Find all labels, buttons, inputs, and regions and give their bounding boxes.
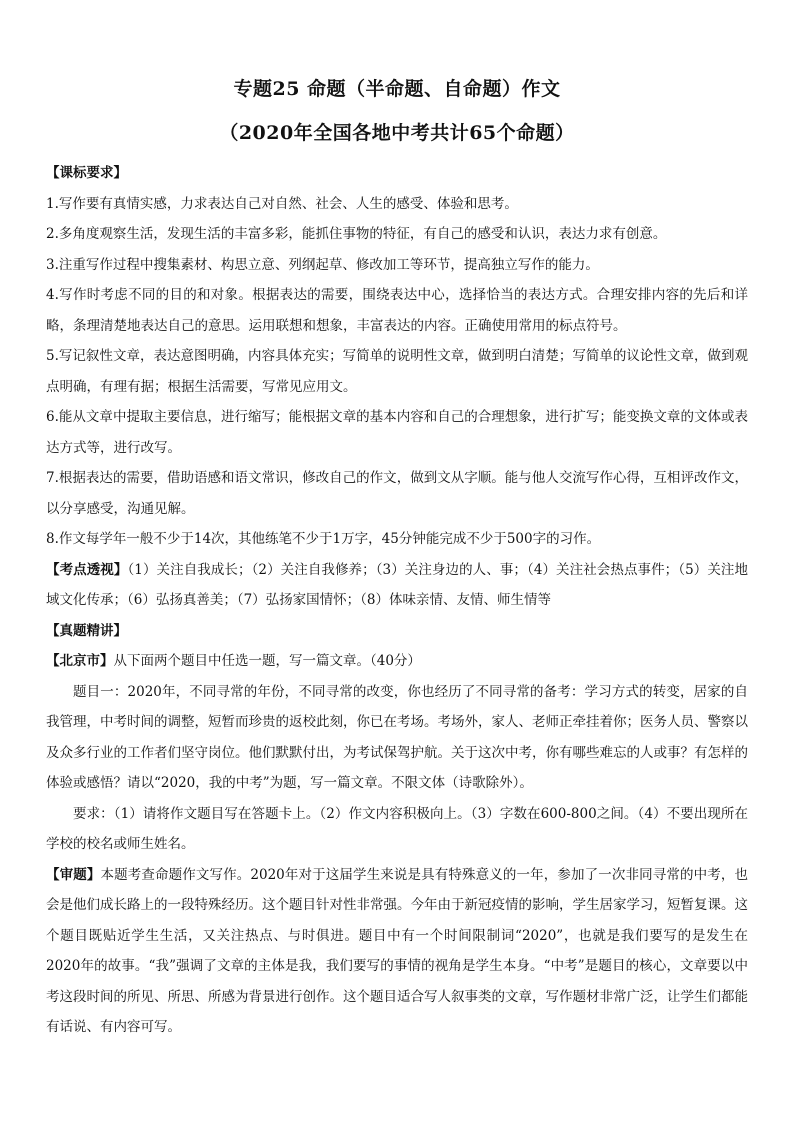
curriculum-item-8: 8.作文每学年一般不少于14次，其他练笔不少于1万字，45分钟能完成不少于500字的习作。 [46, 531, 601, 547]
analysis-label: 【审题】 [46, 866, 101, 883]
section-heading-focus: 【考点透视】 [46, 561, 128, 578]
focus-text: （1）关注自我成长；（2）关注自我修养；（3）关注身边的人、事；（4）关注社会热点事件；（5）关注地域文化传承；（6）弘扬真善美；（7）弘扬家国情怀；（8）体味亲情、友情、师生情等 [46, 561, 748, 608]
analysis-paragraph [46, 860, 748, 1043]
document-title: 专题25 命题（半命题、自命题）作文 [233, 78, 561, 100]
curriculum-item-5: 5.写记叙性文章，表达意图明确，内容具体充实；写简单的说明性文章，做到明白清楚；写简单的议论性文章，做到观点明确，有理有据；根据生活需要，写常见应用文。 [46, 348, 748, 395]
beijing-paragraph [46, 646, 748, 677]
section-heading-examples: 【真题精讲】 [46, 622, 127, 639]
focus-paragraph [46, 555, 748, 616]
curriculum-item-4: 4.写作时考虑不同的目的和对象。根据表达的需要，围绕表达中心，选择恰当的表达方式。合理安排内容的先后和详略，条理清楚地表达自己的意思。运用联想和想象，丰富表达的内容。正确使用常用的标点符号。 [46, 287, 748, 334]
document-subtitle: （2020年全国各地中考共计65个命题） [219, 122, 575, 144]
document-body [46, 158, 748, 1043]
analysis-text: 本题考查命题作文写作。2020年对于这届学生来说是具有特殊意义的一年，参加了一次非同寻常的中考，也会是他们成长路上的一段特殊经历。这个题目针对性非常强。今年由于新冠疫情的影响，学生居家学习，短暂复课。这个题目既贴近学生生活，又关注热点、与时俱进。题目中有一个时间限制词“2020”，也就是我们要写的是发生在2020年的故事。“我”强调了文章的主体是我，我们要写的事情的视角是学生本身。“中考”是题目的核心，文章要以中考这段时间的所见、所思、所感为背景进行创作。这个题目适合写人叙事类的文章，写作题材非常广泛，让学生们都能有话说、有内容可写。 [46, 866, 749, 1035]
curriculum-item-1: 1.写作要有真情实感，力求表达自己对自然、社会、人生的感受、体验和思考。 [46, 195, 518, 212]
curriculum-item-6: 6.能从文章中提取主要信息，进行缩写；能根据文章的基本内容和自己的合理想象，进行扩写；能变换文章的文体或表达方式等，进行改写。 [46, 409, 748, 456]
section-heading-curriculum: 【课标要求】 [46, 165, 127, 181]
curriculum-item-3: 3.注重写作过程中搜集素材、构思立意、列纲起草、修改加工等环节，提高独立写作的能力。 [46, 256, 599, 273]
curriculum-item-2: 2.多角度观察生活，发现生活的丰富多彩，能抓住事物的特征，有自己的感受和认识，表达力求有创意。 [46, 226, 667, 242]
curriculum-item-7: 7.根据表达的需要，借助语感和语文常识，修改自己的作文，做到文从字顺。能与他人交流写作心得，互相评改作文，以分享感受，沟通见解。 [46, 470, 748, 517]
topic-one: 题目一：2020年，不同寻常的年份，不同寻常的改变，你也经历了不同寻常的备考：学习方式的转变，居家的自我管理，中考时间的调整，短暂而珍贵的返校此刻，你已在考场。考场外，家人、老师正牵挂着你；医务人员、警察以及众多行业的工作者们坚守岗位。他们默默付出，为考试保驾护航。关于这次中考，你有哪些难忘的人或事？有怎样的体验或感悟？请以“2020，我的中考”为题，写一篇文章。不限文体（诗歌除外）。 [46, 683, 748, 791]
beijing-intro: 从下面两个题目中任选一题，写一篇文章。（40分） [113, 653, 421, 669]
region-label-beijing: 【北京市】 [46, 653, 114, 669]
requirements: 要求：（1）请将作文题目写在答题卡上。（2）作文内容积极向上。（3）字数在600-800之间。（4）不要出现所在学校的校名或师生姓名。 [46, 805, 748, 852]
